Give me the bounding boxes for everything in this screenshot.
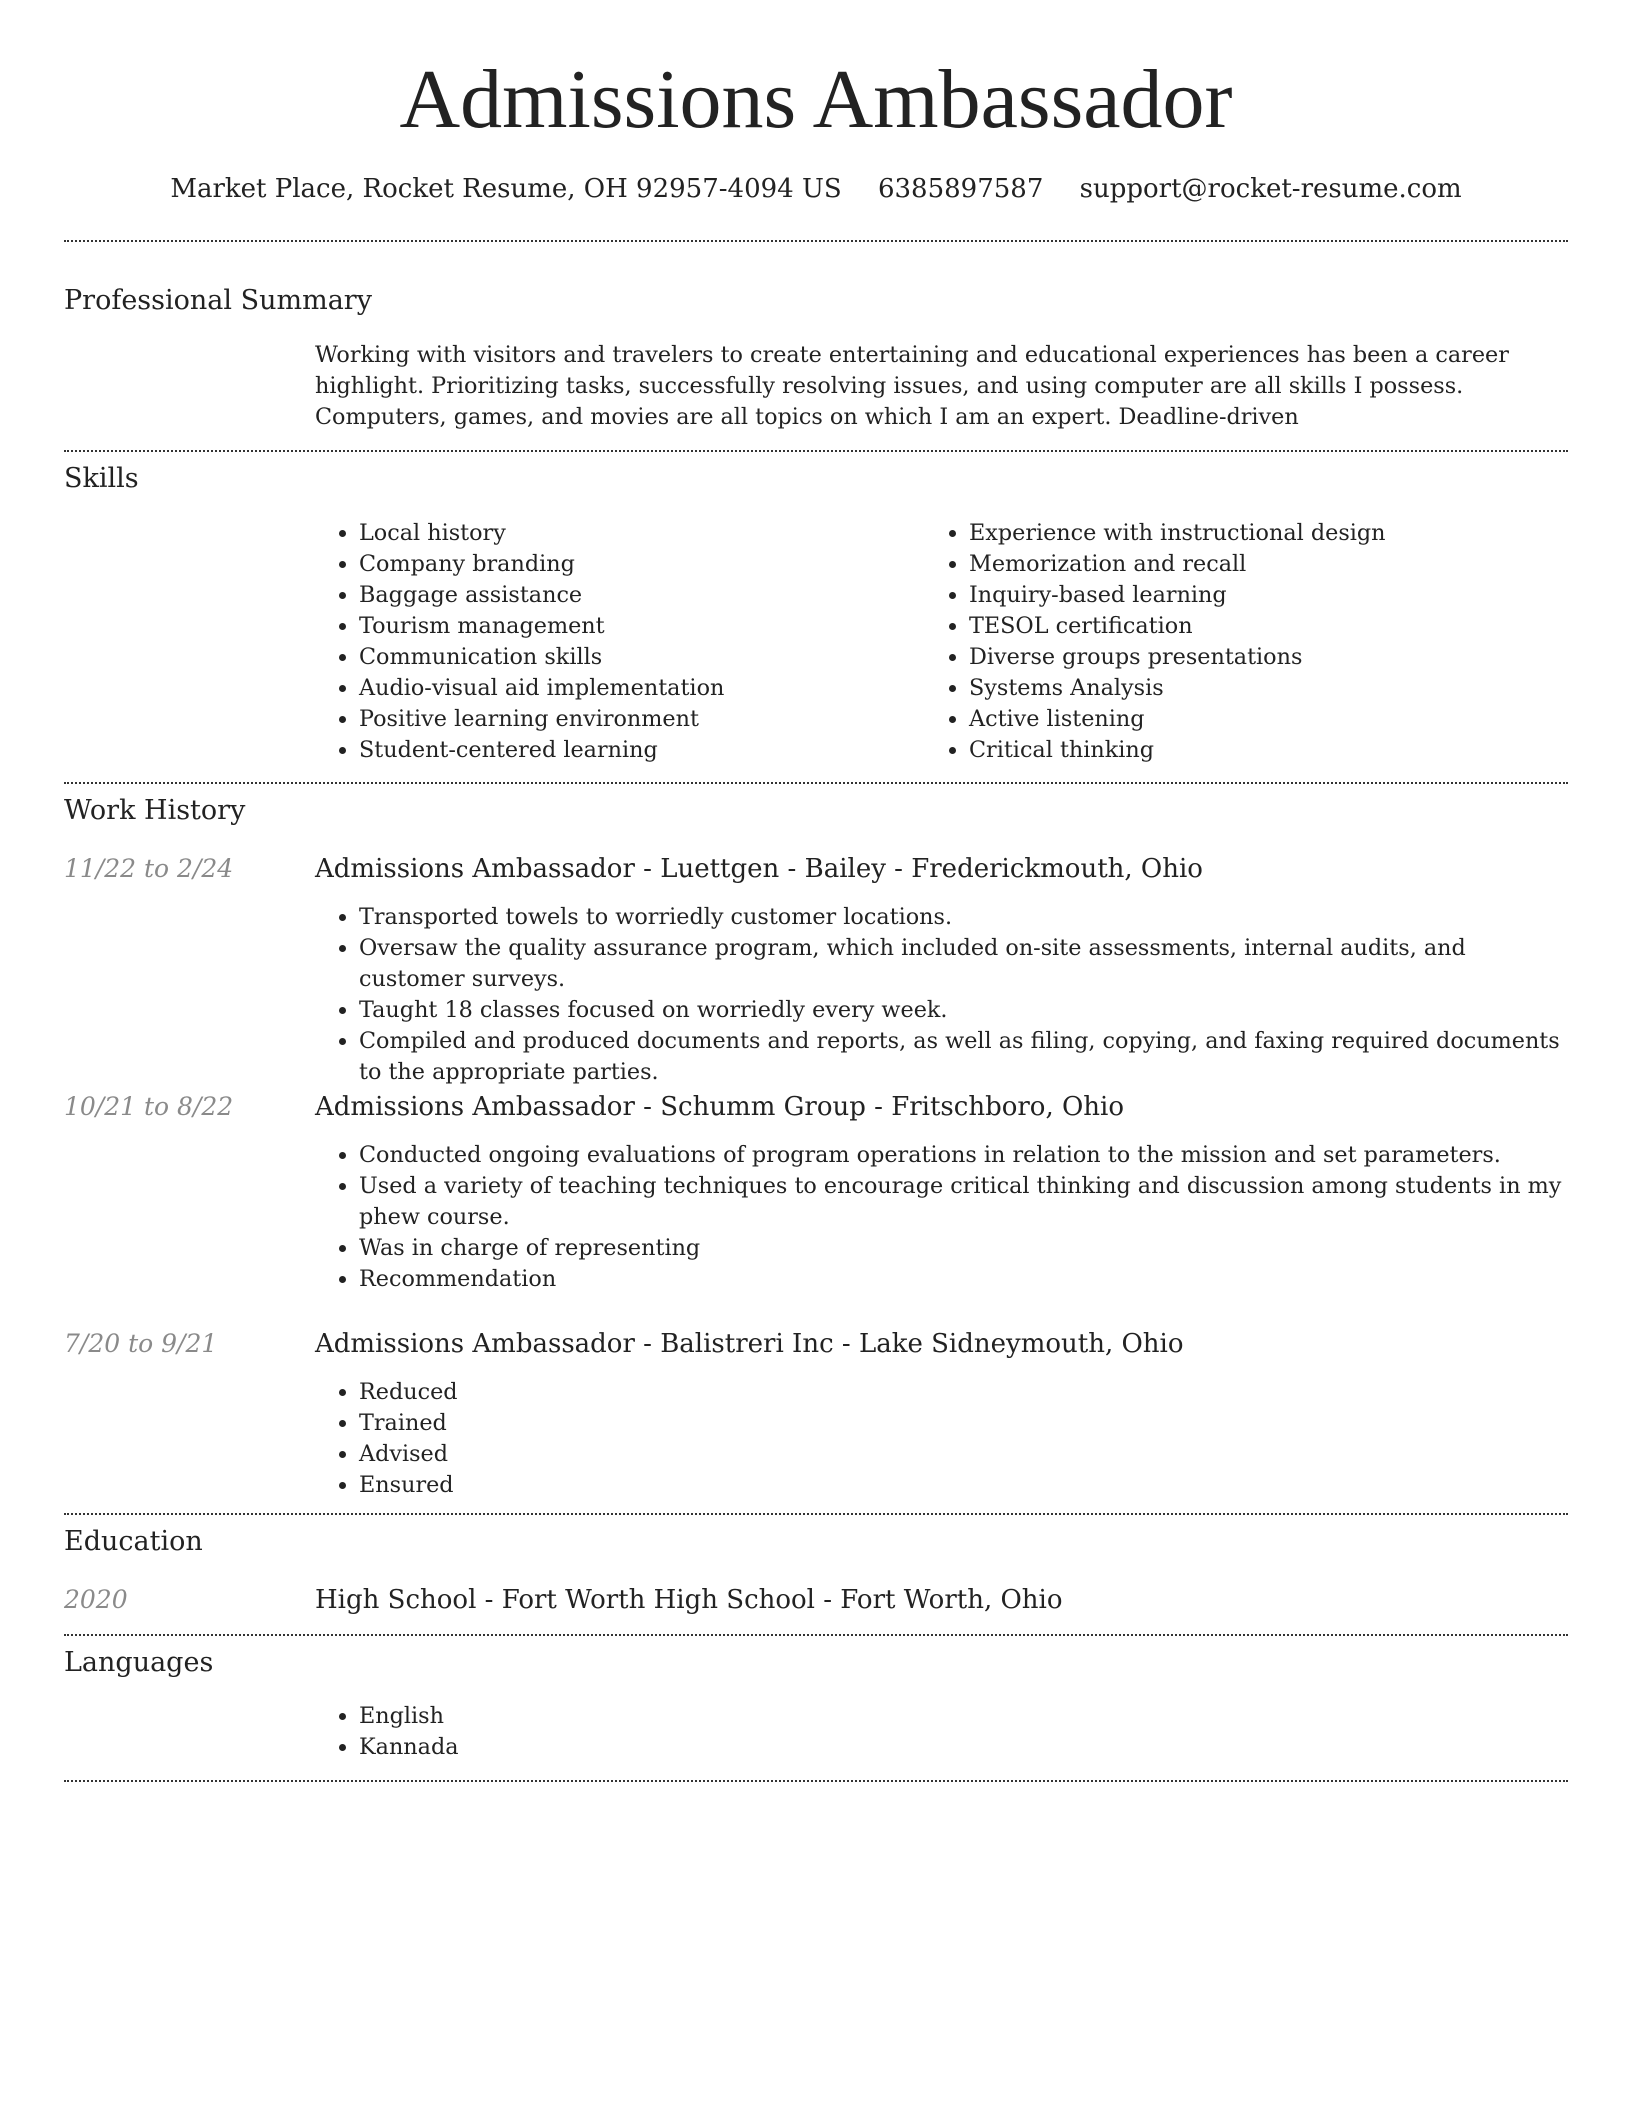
job-bullet: • Advised [359,1439,1565,1470]
job-bullet: • Was in charge of representing [359,1233,1565,1264]
section-title-languages: Languages [64,1647,214,1678]
skill-item: • Experience with instructional design [969,518,1565,549]
job-bullets [315,902,1565,1088]
candidate-name: Admissions Ambassador [399,53,1233,146]
divider [64,1780,1568,1782]
section-title-summary: Professional Summary [64,285,372,316]
job-heading: Admissions Ambassador - Luettgen - Bailey - Frederickmouth, Ohio [315,854,1203,884]
job-bullet: • Recommendation [359,1264,1565,1295]
divider [64,450,1568,452]
section-title-skills: Skills [64,463,139,494]
skill-item: • Communication skills [359,642,915,673]
divider [64,240,1568,242]
skills-column-left [315,518,915,766]
job-bullet: • Compiled and produced documents and reports, as well as filing, copying, and faxing required documents to the appropriate parties. [359,1026,1565,1088]
skill-item: • Systems Analysis [969,673,1565,704]
skill-item: • Positive learning environment [359,704,915,735]
contact-email: support@rocket-resume.com [1079,174,1462,204]
divider [64,782,1568,784]
job-bullet: • Oversaw the quality assurance program, which included on-site assessments, internal audits, and customer surveys. [359,933,1565,995]
job-dates: 11/22 to 2/24 [64,854,234,883]
job-dates: 10/21 to 8/22 [64,1092,234,1121]
education-year: 2020 [64,1585,128,1614]
section-title-education: Education [64,1526,203,1557]
skill-item: • Inquiry-based learning [969,580,1565,611]
skill-item: • Baggage assistance [359,580,915,611]
divider [64,1634,1568,1636]
job-bullet: • Reduced [359,1377,1565,1408]
language-item: • Kannada [359,1732,1565,1763]
divider [64,1513,1568,1515]
contact-address: Market Place, Rocket Resume, OH 92957-4094 US [170,174,842,204]
languages-list [315,1701,1565,1763]
skill-item: • Critical thinking [969,735,1565,766]
job-bullet: • Used a variety of teaching techniques to encourage critical thinking and discussion among students in my phew course. [359,1171,1565,1233]
job-bullet: • Transported towels to worriedly customer locations. [359,902,1565,933]
job-heading: Admissions Ambassador - Balistreri Inc - Lake Sidneymouth, Ohio [315,1329,1184,1359]
skill-item: • Company branding [359,549,915,580]
education-entry: High School - Fort Worth High School - Fort Worth, Ohio [315,1585,1063,1615]
section-title-work: Work History [64,795,246,826]
job-bullet: • Ensured [359,1470,1565,1501]
job-bullets [315,1140,1565,1295]
job-bullet: • Trained [359,1408,1565,1439]
skills-column-right [925,518,1565,766]
contact-line [0,172,1632,206]
job-bullet: • Taught 18 classes focused on worriedly every week. [359,995,1565,1026]
skill-item: • TESOL certification [969,611,1565,642]
skill-item: • Student-centered learning [359,735,915,766]
skill-item: • Active listening [969,704,1565,735]
job-bullets [315,1377,1565,1501]
skill-item: • Memorization and recall [969,549,1565,580]
job-bullet: • Conducted ongoing evaluations of program operations in relation to the mission and set parameters. [359,1140,1565,1171]
contact-phone: 6385897587 [877,174,1044,204]
job-heading: Admissions Ambassador - Schumm Group - Fritschboro, Ohio [315,1092,1125,1122]
language-item: • English [359,1701,1565,1732]
skill-item: • Local history [359,518,915,549]
skill-item: • Audio-visual aid implementation [359,673,915,704]
skill-item: • Diverse groups presentations [969,642,1565,673]
skill-item: • Tourism management [359,611,915,642]
job-dates: 7/20 to 9/21 [64,1329,218,1358]
summary-text: Working with visitors and travelers to create entertaining and educational experiences has been a career highlight. Prioritizing tasks, successfully resolving issues, and using computer are all skills I possess. Computers, games, and movies are all topics on which I am an expert. Deadline-driven [315,342,1509,430]
